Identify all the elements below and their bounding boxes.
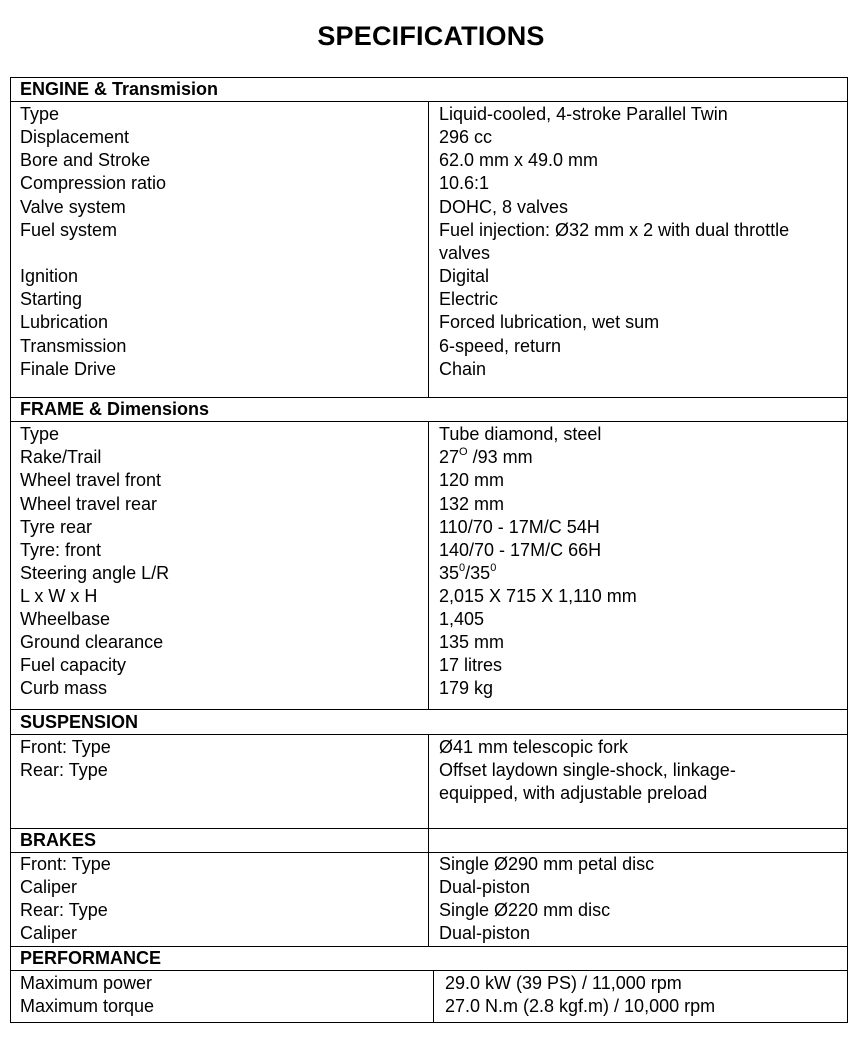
section-heading-brakes: BRAKES <box>20 830 97 850</box>
row-value: Electric <box>439 289 499 309</box>
suspension-section-end <box>10 828 848 829</box>
row-label: Transmission <box>20 336 127 356</box>
row-label: Valve system <box>20 197 126 217</box>
frame-header-divider <box>10 421 848 422</box>
row-label: Finale Drive <box>20 359 117 379</box>
row-label: Wheel travel front <box>20 470 162 490</box>
row-value: 135 mm <box>439 632 505 652</box>
row-value: 120 mm <box>439 470 505 490</box>
row-value: $35^0/35^0$ <box>439 562 497 583</box>
row-value: Forced lubrication, wet sum <box>439 312 660 332</box>
row-label: Maximum power <box>20 973 153 993</box>
row-label: Starting <box>20 289 83 309</box>
row-value: Fuel injection: Ø32 mm x 2 with dual throttle valves <box>439 220 790 263</box>
row-label: Caliper <box>20 923 78 943</box>
row-label: L x W x H <box>20 586 98 606</box>
row-value: Tube diamond, steel <box>439 424 602 444</box>
row-value: 179 kg <box>439 678 494 698</box>
row-label: Caliper <box>20 877 78 897</box>
row-label: Fuel system <box>20 220 118 240</box>
row-value: Ø41 mm telescopic fork <box>439 737 629 757</box>
row-label: Rake/Trail <box>20 447 102 467</box>
row-label: Wheelbase <box>20 609 111 629</box>
section-heading-suspension: SUSPENSION <box>20 712 139 732</box>
row-value: Chain <box>439 359 487 379</box>
row-value: 296 cc <box>439 127 493 147</box>
row-value: 140/70 - 17M/C 66H <box>439 540 602 560</box>
row-label: Tyre: front <box>20 540 102 560</box>
row-label: Curb mass <box>20 678 108 698</box>
row-value: Dual-piston <box>439 923 531 943</box>
row-label: Steering angle L/R <box>20 563 170 583</box>
section-heading-frame: FRAME & Dimensions <box>20 399 210 419</box>
row-value: 2,015 X 715 X 1,110 mm <box>439 586 637 606</box>
row-value: Single Ø290 mm petal disc <box>439 854 655 874</box>
performance-column-divider <box>433 970 434 1023</box>
page-title: SPECIFICATIONS <box>317 21 545 51</box>
row-value: 10.6:1 <box>439 173 490 193</box>
row-label: Tyre rear <box>20 517 93 537</box>
row-value: 17 litres <box>439 655 503 675</box>
row-label: Ground clearance <box>20 632 164 652</box>
suspension-header-divider <box>10 734 848 735</box>
row-label: Front: Type <box>20 854 111 874</box>
engine-header-divider <box>10 101 848 102</box>
row-label: Rear: Type <box>20 760 108 780</box>
row-value: 6-speed, return <box>439 336 562 356</box>
row-label: Compression ratio <box>20 173 167 193</box>
row-label: Type <box>20 104 60 124</box>
row-label: Type <box>20 424 60 444</box>
row-value: 132 mm <box>439 494 505 514</box>
engine-column-divider <box>428 101 429 397</box>
frame-section-end <box>10 709 848 710</box>
row-label: Ignition <box>20 266 79 286</box>
suspension-brakes-column-divider <box>428 734 429 946</box>
row-label: Fuel capacity <box>20 655 127 675</box>
row-value: Dual-piston <box>439 877 531 897</box>
row-value: Single Ø220 mm disc <box>439 900 611 920</box>
row-value: 29.0 kW (39 PS) / 11,000 rpm <box>445 973 682 993</box>
section-heading-performance: PERFORMANCE <box>20 948 162 968</box>
row-value: 27.0 N.m (2.8 kgf.m) / 10,000 rpm <box>445 996 716 1016</box>
row-label: Maximum torque <box>20 996 155 1016</box>
row-value: Digital <box>439 266 490 286</box>
section-heading-engine: ENGINE & Transmision <box>20 79 219 99</box>
performance-header-divider <box>10 970 848 971</box>
brakes-header-divider <box>10 852 848 853</box>
row-value: 62.0 mm x 49.0 mm <box>439 150 599 170</box>
frame-column-divider <box>428 421 429 709</box>
row-label: Lubrication <box>20 312 109 332</box>
row-value: 110/70 - 17M/C 54H <box>439 517 600 537</box>
row-value: $27^O$ /93 mm <box>439 446 533 467</box>
row-label: Displacement <box>20 127 130 147</box>
row-value: 1,405 <box>439 609 485 629</box>
row-label: Front: Type <box>20 737 111 757</box>
row-value: Offset laydown single-shock, linkage-equipped, with adjustable preload <box>439 760 736 803</box>
row-value: DOHC, 8 valves <box>439 197 569 217</box>
row-label: Wheel travel rear <box>20 494 158 514</box>
row-label: Rear: Type <box>20 900 108 920</box>
row-value: Liquid-cooled, 4-stroke Parallel Twin <box>439 104 728 124</box>
row-label: Bore and Stroke <box>20 150 151 170</box>
